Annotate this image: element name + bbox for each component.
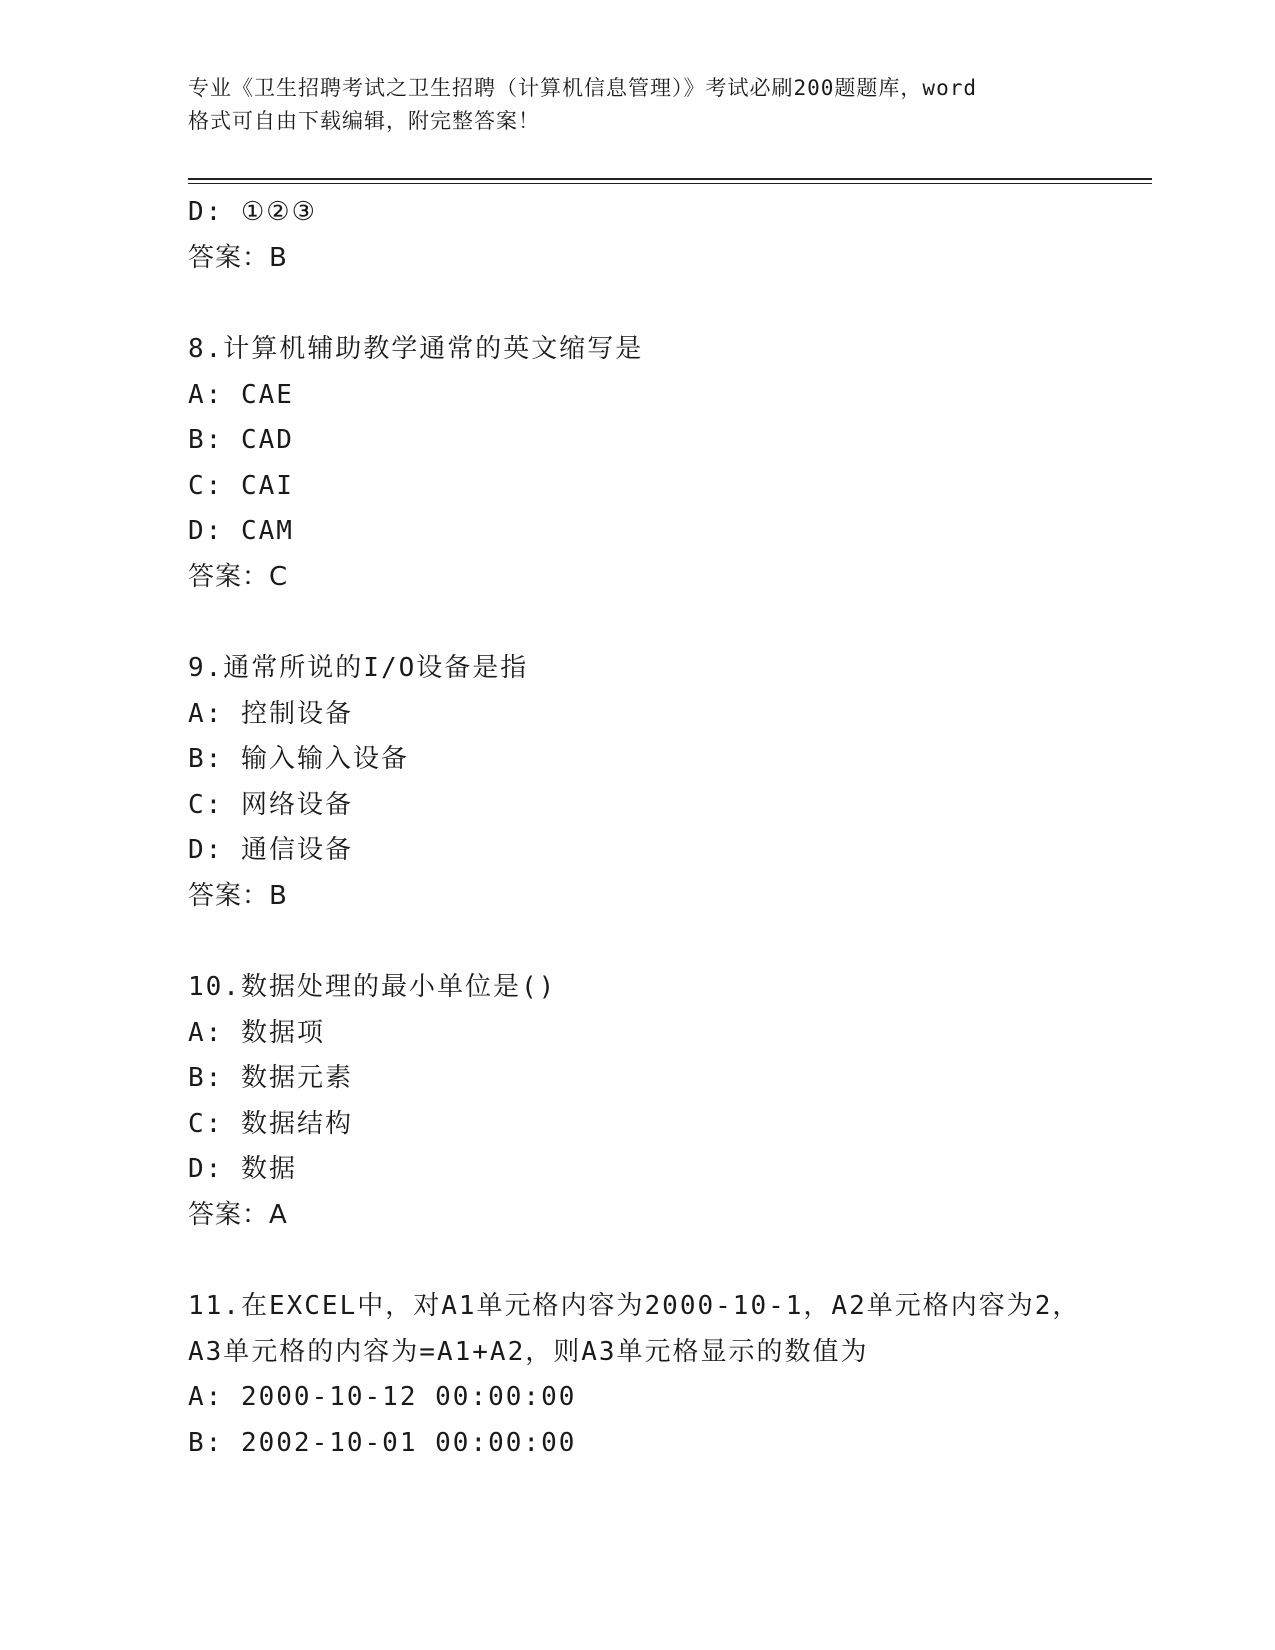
question-block-7-tail [188, 190, 1148, 281]
option-b: B: CAD [188, 425, 294, 455]
option-d: D: ①②③ [188, 197, 317, 227]
option-d: D: CAM [188, 516, 294, 546]
question-text: 8.计算机辅助教学通常的英文缩写是 [188, 334, 644, 364]
question-block-9 [188, 646, 1148, 919]
option-a: A: 2000-10-12 00:00:00 [188, 1382, 577, 1412]
option-c: C: 网络设备 [188, 789, 353, 820]
header-line-1: 专业《卫生招聘考试之卫生招聘（计算机信息管理）》考试必刷200题题库，word [188, 76, 977, 100]
answer-label: 答案：B [188, 242, 288, 273]
header-divider-thin [188, 183, 1152, 184]
option-a: A: 控制设备 [188, 698, 353, 729]
option-b: B: 数据元素 [188, 1063, 353, 1093]
option-a: A: CAE [188, 379, 294, 410]
spacer [188, 281, 1148, 327]
answer-label: 答案：A [188, 1199, 288, 1230]
spacer [188, 600, 1148, 646]
answer-label: 答案：C [188, 561, 289, 592]
question-block-11 [188, 1284, 1148, 1466]
option-d: D: 数据 [188, 1154, 297, 1184]
answer-label: 答案：B [188, 880, 288, 911]
option-c: C: CAI [188, 470, 294, 501]
option-b: B: 2002-10-01 00:00:00 [188, 1427, 577, 1458]
spacer [188, 1238, 1148, 1284]
question-text: 9.通常所说的I/O设备是指 [188, 653, 529, 683]
question-list [188, 190, 1148, 1466]
option-a: A: 数据项 [188, 1017, 325, 1048]
option-c: C: 数据结构 [188, 1108, 353, 1139]
question-text: 10.数据处理的最小单位是() [188, 972, 557, 1002]
question-text-line-2: A3单元格的内容为=A1+A2，则A3单元格显示的数值为 [188, 1336, 869, 1367]
option-d: D: 通信设备 [188, 835, 353, 865]
question-block-10 [188, 965, 1148, 1238]
header-line-2: 格式可自由下载编辑，附完整答案！ [188, 109, 540, 133]
spacer [188, 919, 1148, 965]
question-block-8 [188, 327, 1148, 600]
option-b: B: 输入输入设备 [188, 744, 409, 774]
question-text-line-1: 11.在EXCEL中，对A1单元格内容为2000-10-1，A2单元格内容为2， [188, 1291, 1081, 1321]
document-header [188, 72, 1088, 138]
header-divider-thick [188, 178, 1152, 180]
